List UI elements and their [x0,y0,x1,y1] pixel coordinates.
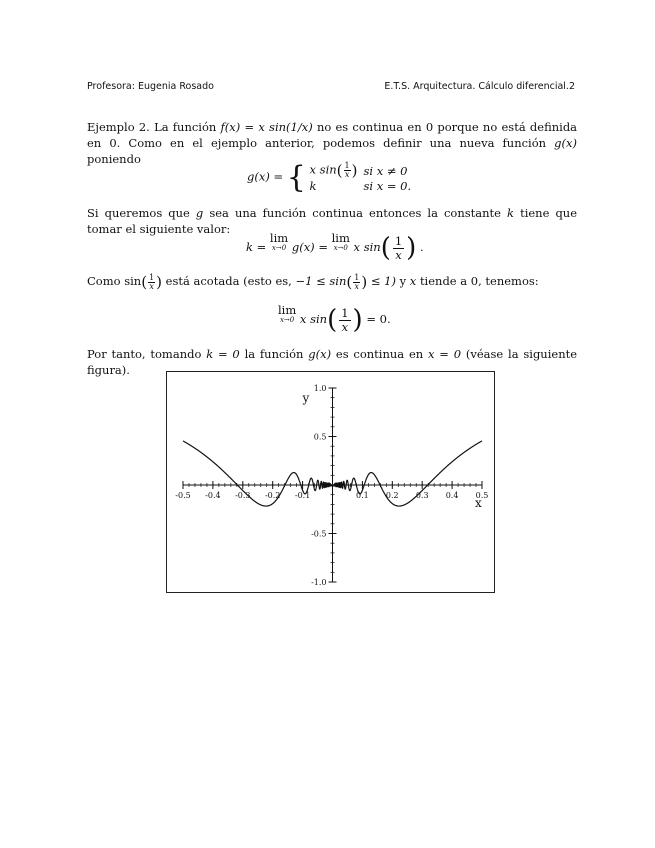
function-f: f(x) = x sin(1/x) [220,120,313,134]
header-author: Profesora: Eugenia Rosado [87,81,214,92]
paragraph-4: Por tanto, tomando k = 0 la función g(x) es continua en x = 0 (véase la siguiente figura). [87,347,578,377]
y-tick-label: -0.5 [311,529,327,539]
example-label: Ejemplo 2. [87,120,150,134]
x-tick-label: -0.3 [235,491,251,500]
header-course: E.T.S. Arquitectura. Cálculo diferencial.2 [384,81,575,92]
x-tick-label: -0.4 [205,491,221,500]
y-axis-label: y [302,391,310,405]
piecewise-cases: x sin( $\frac{1}{x}$ ) si x ≠ 0 k si x = 0. [309,161,412,193]
y-tick-label: -1.0 [311,578,327,587]
paragraph-3: Como sin( $\frac{1}{x}$ ) está acotada (esto es, −1 ≤ sin( $\frac{1}{x}$ ) ≤ 1) y x tiende a 0, tenemos: [87,272,539,291]
x-tick-label: 0.2 [385,491,399,500]
y-tick-label: 0.5 [313,432,327,442]
x-tick-label: -0.2 [264,491,281,500]
paragraph-2: Si queremos que g sea una función continua entonces la constante k tiene que tomar el siguiente valor: [87,206,578,236]
x-tick-label: -0.1 [294,491,311,500]
x-tick-label: 0.3 [415,491,429,500]
equation-limit-k: k = lim x→0 g(x) = lim x→0 x sin( $\frac{1}{x}$) . [246,231,424,263]
x-tick-label: -0.5 [175,491,191,500]
y-tick-label: 1.0 [313,384,327,393]
equation-limit-zero: lim x→0 x sin( $\frac{1}{x}) = 0$. [278,303,391,335]
paragraph-1: Ejemplo 2. La función f(x) = x sin(1/x) no es continua en 0 porque no está definida en 0. Como en el ejemplo anterior, podemos definir una nueva función g(x) poniendo [87,120,578,166]
function-plot [167,372,494,592]
x-tick-label: 0.1 [356,491,369,500]
function-plot-figure [166,371,495,593]
x-tick-label: 0.5 [475,491,489,500]
piecewise-definition: g(x) = { x sin( $\frac{1}{x}$ ) si x ≠ 0 k si x = 0. [247,160,417,195]
x-axis-label: x [475,496,482,510]
x-tick-label: 0.4 [445,491,459,500]
